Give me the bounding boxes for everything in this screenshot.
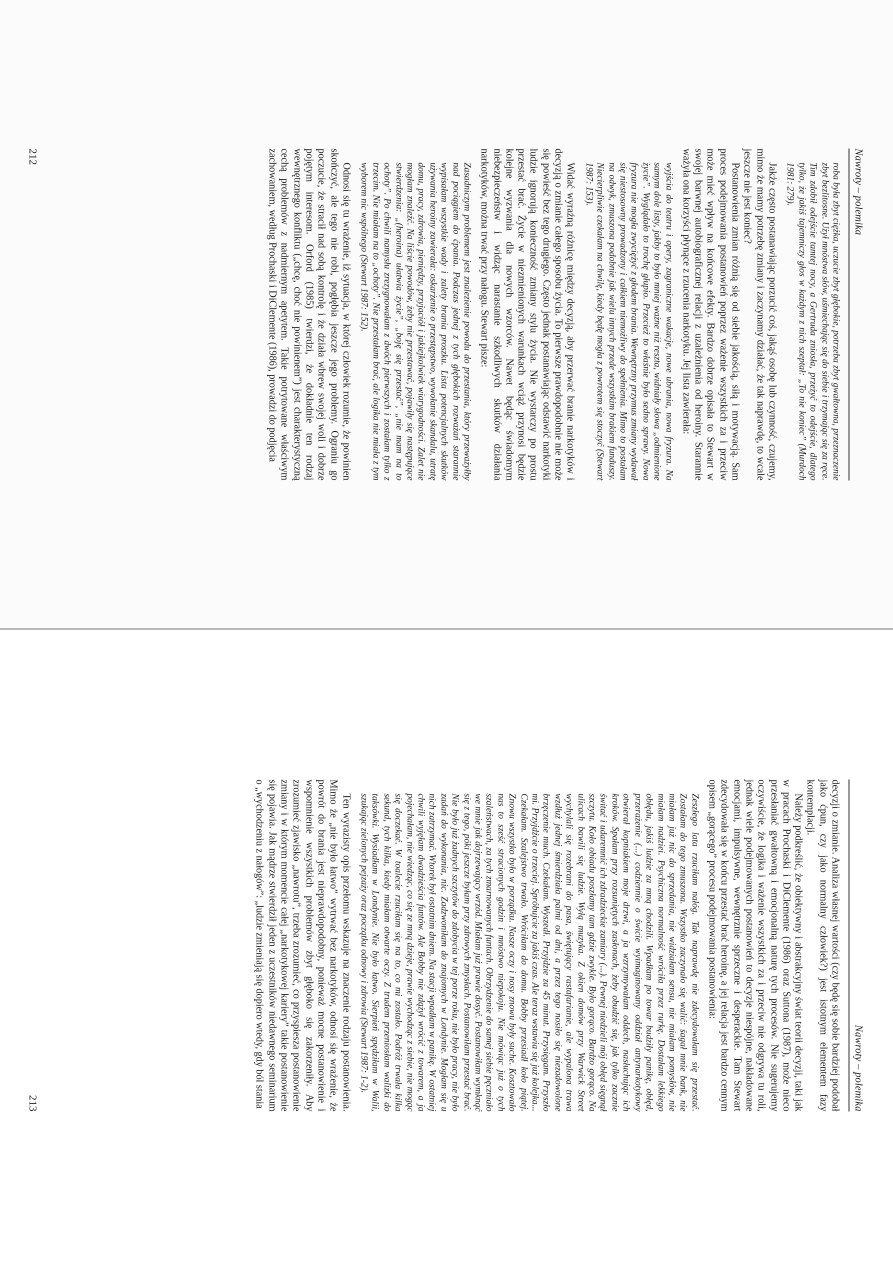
page-fold-divider [0, 628, 893, 630]
page-body [26, 148, 863, 480]
running-head: Nawroty – polemika [848, 779, 863, 1111]
page-text [252, 779, 840, 1111]
paragraph: decyzji o zmianie. Analiza własnej wartości (czy będę się sobie bardziej podobał jako ćpun, czy jako normalny człowiek?) jest istotnym elementem fazy kontemplacji. [804, 779, 840, 1111]
block-quote: Zeszłego lata rzuciłam nałóg. Tak naprawdę nie zdecydowałam się przestać. Zostałam do tego zmuszona. Wszystko zaczynało się walić: śagał mnie bank, nie miałam już nic do sprzedania, nie widziałam sensu, nie miałam pomysłów, nie miałam nadziei. Psychiczna normalność wróciła przez rurkę. Dostałam lekkiego obłędu, jakiś ludzie za mną chodzili. Wpadłam po towar budziły panikę, obłęd, przerażenie (...) codziennie o świcie wyimaginowany oddział antynarkotykowy otwierał kopniakiem moje drzwi, a ja wzrzymywałam oddech, nasłuchując ich kroków. Spałam przy rozsuniętych zasłonach, żeby obudzić się, jak tylko zacznie świtać i udaremnić ich zdradzieckie zamiary (...). Pewnej niedzieli mój obłęd sięgnął szczytu. Koło obiadu poszłamy tam gdzie zwykle. Było gorąco. Bardzo gorąco. Na ulicach bawili się ludzie. Wyłą muzyka. Z okien domów przy Warwick Street wychylali się rozebrani do pasa, świętujący rastafarianie, ale wypalona trawa wzdłuż jednej śmierdziała palmi od dni, a przez tego nosiło się niezadowolone brzęczenie much. Czekałam. Wyszedł. Przyjdzie za 45 minut. Przysięgam. Przyszło mi. Przyjdźcie o trzeciej. Spróbujcie za jakiś czas. Ale teraz wstawia się już kolejka... Czekałam. Szalejstwo trwało. Wróciłam do domu. Bobby przesiadł koło piątej. Znowu wszystko było w porządku. Nasze oczy i nosy znowu były suche. Kosztowało nas to sześć stracionych godzin i mnóstwo niepokoju. Nie mówiąc już o tych szaleństwach, za tych zmarnowanych funtach. Obrzydzenie do samej siebie pęczniało we mnie jak dojrzewający wrzód. Miałam już prawie dosyć. Postanowiłam wymknąć się z tego, póki jeszcze byłam przy zdrowych zmysłach. Postanowiłam przestać brać. Nie było już żadnych szczytów do zdobycia w tej porze roku, nie było pracy, nie było zadań do wykonania, nic. Zadzwoniłam do znajomych w Londynie. Mogłam się u nich zatrzymać. Wtorek był ostatnim dniem. Na stacji wpadłam w panikę. W ostatniej chwili wyjęłam dwadzieścia funtów. Ale Bobby nie zdążył wrócić z towarem, a ja pojechałam, nie wiedząc, co się ze mną dzieje, prawie wychodząc z siebie, nie mogąc się doczekać. W toalecie rzuciłam się na to, co mi zostało. Podróż trwała kilka sekund, tych kilka, kiedy miałam otwarte oczy. Z trudem przeniosłam walizki do taksówki. Wysiadłam w Londynie. Nie było łatwo. Sierpień spędziłam w Walii, szukając zielonych pejzaży oraz początku odnowy i zdrowia (Stewart 1987: 1-2). [357, 793, 699, 1111]
page-number: 213 [26, 1094, 38, 1111]
page-number: 212 [26, 148, 38, 165]
block-quote: Zasadniczym problemem jest znalezienie powodu do przestania, który przeważyłby nad pociągiem do ćpania. Podczas jednej z tych głębokich rozważań starannie wypisałam wszystkie wady i zalety brania proszku. Lista potencjalnych skutków używania heroiny zawierała: oskarżenie o przestępstwo, wywołanie skandalu, utratę domu, pracy, zdrowia, pieniędzy, przyjaciół i jakiejkolwiek wiarygodności. Zalet nie mogłam znaleźć. Na liście powodów, żeby nie przestawać, pojawiły się następujące stwierdzenia: „(heroina) ułatwia życie”, „boję się przestać”, „nie mam na to ochoty”. Po chwili namysłu zrezygnowałam z dwóch pierwszych i zostałam tylko z trzecim. Nie miałam na to „ochoty”. Nie przestałam brać, ale logika nie miała z tym wyborem nic wspólnego (Stewart 1987: 152). [358, 162, 471, 480]
page-body [26, 779, 863, 1111]
book-page-212 [0, 114, 893, 514]
paragraph: Jakże często postanawiając porzucić coś, jakąś osobę lub czynność, czujemy, mimo że mamy potrzebę zmiany i zaczynamy działać, że tak naprawdę, to wcale jeszcze nie jest koniec? [741, 148, 777, 480]
paragraph: Należy podkreślić, że obiektywny i abstrakcyjny świat teorii decyzji, taki jak w pracach Prochaski i DiClemente (1986) oraz Suttona (1987), może nieco przesłaniać gwałtowną i emocjonalną naturę tych procesów. Nie sugerujemy oczywiście, że logika i ważenie wszystkich za i przeciw nie odgrywa tu roli, jednak wiele podejmowanych postanowień to decyzje niespójne, nakładowane emocjami, impulsywne, wewnętrznie sprzeczne i desperackie. Tam Stewart zdecydowała się w końcu przestać brać heroinę, a jej relacja jest bardzo cennym opisem „gorącego” procesu podejmowania postanowienia: [706, 779, 804, 1111]
paragraph: Postanowienia zmian różnią się od siebie jakością, siłą i motywacją. Sam proces podejmowania postanowień poprzez ważenie wszystkich za i przeciw może mieć wpływ na końcowe efekty. Bardzo dobrze opisała to Stewart w swojej barwnej autobiograficznej relacji z uzależnienia od heroiny. Starannie ważyła ona korzyści płynące z rzucenia narkotyku. Jej lista zawierała: [679, 148, 741, 480]
paragraph: Widać wyraźną różnicę między decyzją, aby przerwać branie narkotyków i decyzją o zmianie całego sposobu życia. To pierwsze prawdopodobnie nie może się powieść bez tego drugiego. Często jednak postanawiając odstawić narkotyki ludzie ignorują konieczność zmiany stylu życia. Nie wystarczy po prostu przestać brać. Życie w niezmienionych warunkach wciąż przynosi będzie kolejne wyzwania dla nowych wzorców. Nawet będąc świadomym niebezpieczeństw i widząc narastanie szkodliwych skutków działania narkotyków, można trwać przy nałogu. Stewart pisze: [478, 148, 576, 480]
running-head: Nawroty – polemika [848, 148, 863, 480]
book-page-213 [0, 745, 893, 1145]
paragraph: Odnosi się tu wrażenie, iż sytuacja, w której człowiek rozumie, że powinien skończyć, ale tego nie robi, pogłębia jeszcze jego problemy. Ograniu go poczucie, że stracił nad sobą kontrolę i że działa wbrew swojej woli i dobrze pojętym interesom. Orford (1985) twierdzi, że dokładnie ten rodzaj wewnętrznego konfliktu („chcę, choć nie powinienem”) jest charakterystyczną cechą problemów z nadmiernym apetytem. Takie potrytowane właściwym zachowaniem, według Prochaski i DiClemente (1986), prowadzi do podjęcia [266, 148, 351, 480]
paragraph: Ten wyrazisty opis przełomu wskazuje na znaczenie rodzaju postanowienia. Mimo że „nie było łatwo” wytrwać bez narkotyków, odnosi się wrażenie, że powrót do brania jest nieprawdopodobny, ponieważ mocne postanowienie i wspomnienie wszystkich problemów zbyt głęboko się zakorzeniły. Aby zrozumieć zjawisko „nawrotu”, trzeba zrozumieć, co przyspiesza postanowienie zmiany i w którym momencie całej „narkotykowej kariery” takie postanowienie się pojawia. Jak mądrze stwierdził jeden z uczestników niedawnego seminarium o „wychodzeniu z nałogów”: „ludzie zmieniają się dopiero wtedy, gdy ból stania [253, 779, 351, 1111]
block-quote: roba była zbyt ciężka, uczucie zbyt głębokie, potrzeba zbyt gwałtowna, przeznaczenie zbyt bezlitosne. Użył mnóstwa słów, uśmiechając się do siebie i trzymając się za ręce. Tim zdobił odejście tamtej nocy, a Gertruda zniosła, przeżyć to odejście, dlatego tylko, że jakiś tajemniczy głos w każdym z nich szeptał: „To nie koniec” (Murdoch 1981: 279). [784, 162, 840, 480]
page-text [265, 148, 840, 480]
block-quote: wyjścia do teatru i opery, zagraniczne wakacje, nowe ubrania, nowa fryzura. Na samym dole listy, jakby to było mniej ważne niż reszta, widniały słowa „odmienione życie”. Wyglądało to trochę głupio. Przecież to właśnie było sedno sprawy. Nowa fryzura nie mogła zwyciężyć z głodem brania. Wewnętrzny przymus zmiany wydawał się niestosowny prowadzony i całkiem niemożliwy do spełnienia. Mimo to postałam na odwyk, zmuszona podobnie jak wielu innych przede wszystkim brakiem funduszy. Niecierpliwie czekałam na chwilę, kiedy będę mogła z powrotem się stoczyć (Stewart 1987: 153). [582, 162, 673, 480]
